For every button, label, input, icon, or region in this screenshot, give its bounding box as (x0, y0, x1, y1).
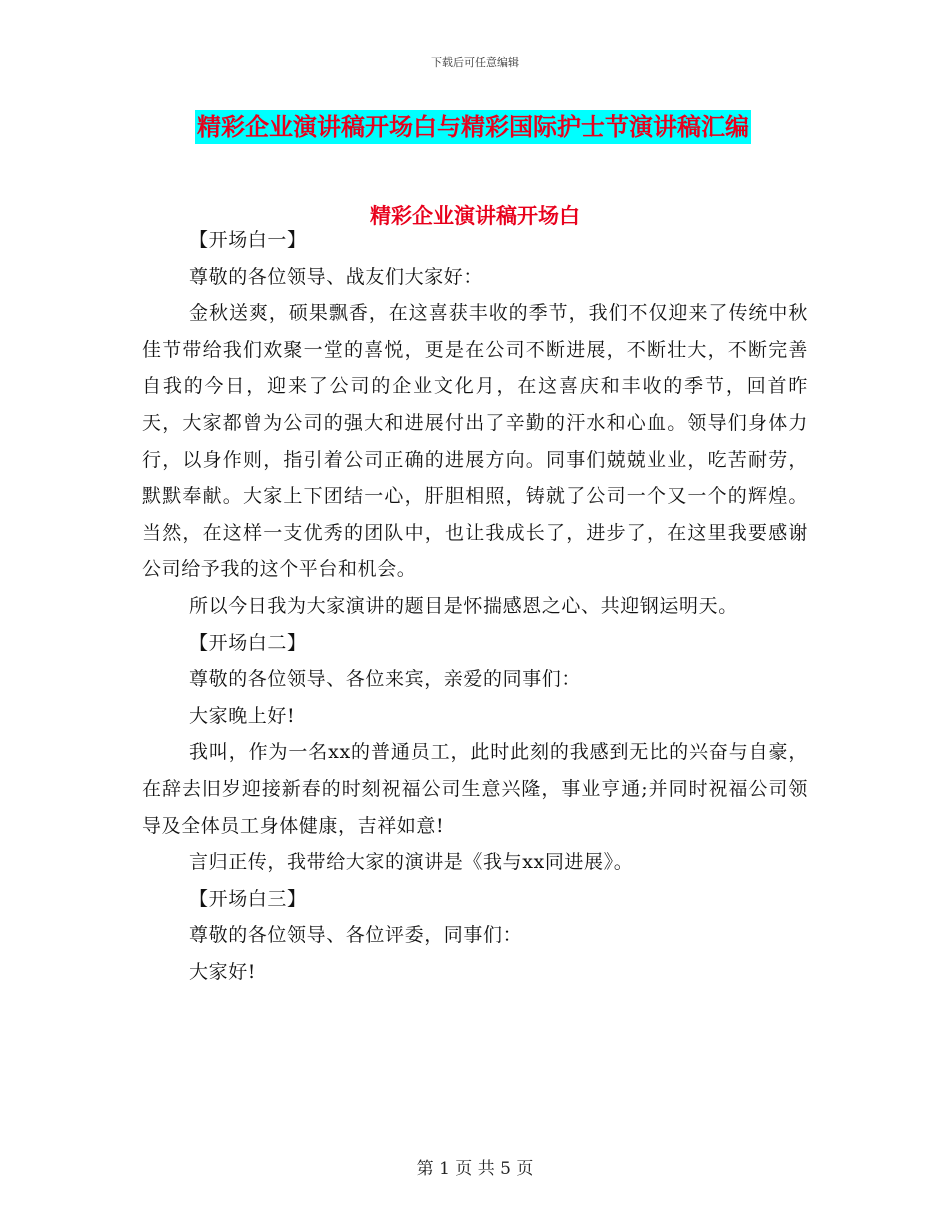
paragraph: 尊敬的各位领导、战友们大家好： (189, 265, 484, 288)
document-body (142, 222, 808, 990)
paragraph-heading-2: 【开场白二】 (189, 631, 307, 654)
paragraph: 尊敬的各位领导、各位来宾，亲爱的同事们： (189, 668, 582, 691)
paragraph: 我叫，作为一名xx的普通员工，此时此刻的我感到无比的兴奋与自豪，在辞去旧岁迎接新春的时刻祝福公司生意兴隆，事业亨通;并同时祝福公司领导及全体员工身体健康，吉祥如意! (142, 741, 808, 837)
paragraph: 金秋送爽，硕果飘香，在这喜获丰收的季节，我们不仅迎来了传统中秋佳节带给我们欢聚一堂的喜悦，更是在公司不断进展，不断壮大，不断完善自我的今日，迎来了公司的企业文化月，在这喜庆和丰收的季节，回首昨天，大家都曾为公司的强大和进展付出了辛勤的汗水和心血。领导们身体力行，以身作则，指引着公司正确的进展方向。同事们兢兢业业，吃苦耐劳，默默奉献。大家上下团结一心，肝胆相照，铸就了公司一个又一个的辉煌。当然，在这样一支优秀的团队中，也让我成长了，进步了，在这里我要感谢公司给予我的这个平台和机会。 (142, 302, 808, 581)
header-note: 下载后可任意编辑 (431, 56, 519, 69)
paragraph: 尊敬的各位领导、各位评委，同事们： (189, 924, 523, 947)
page-footer: 第 1 页 共 5 页 (416, 1159, 534, 1179)
paragraph: 大家晚上好! (189, 704, 296, 727)
section-title: 精彩企业演讲稿开场白 (370, 204, 580, 228)
document-title: 精彩企业演讲稿开场白与精彩国际护士节演讲稿汇编 (195, 110, 751, 144)
paragraph: 所以今日我为大家演讲的题目是怀揣感恩之心、共迎钢运明天。 (189, 594, 738, 617)
paragraph-heading-1: 【开场白一】 (189, 229, 307, 251)
paragraph: 言归正传，我带给大家的演讲是《我与xx同进展》。 (189, 851, 634, 874)
paragraph: 大家好! (189, 960, 257, 983)
paragraph-heading-3: 【开场白三】 (189, 887, 307, 910)
